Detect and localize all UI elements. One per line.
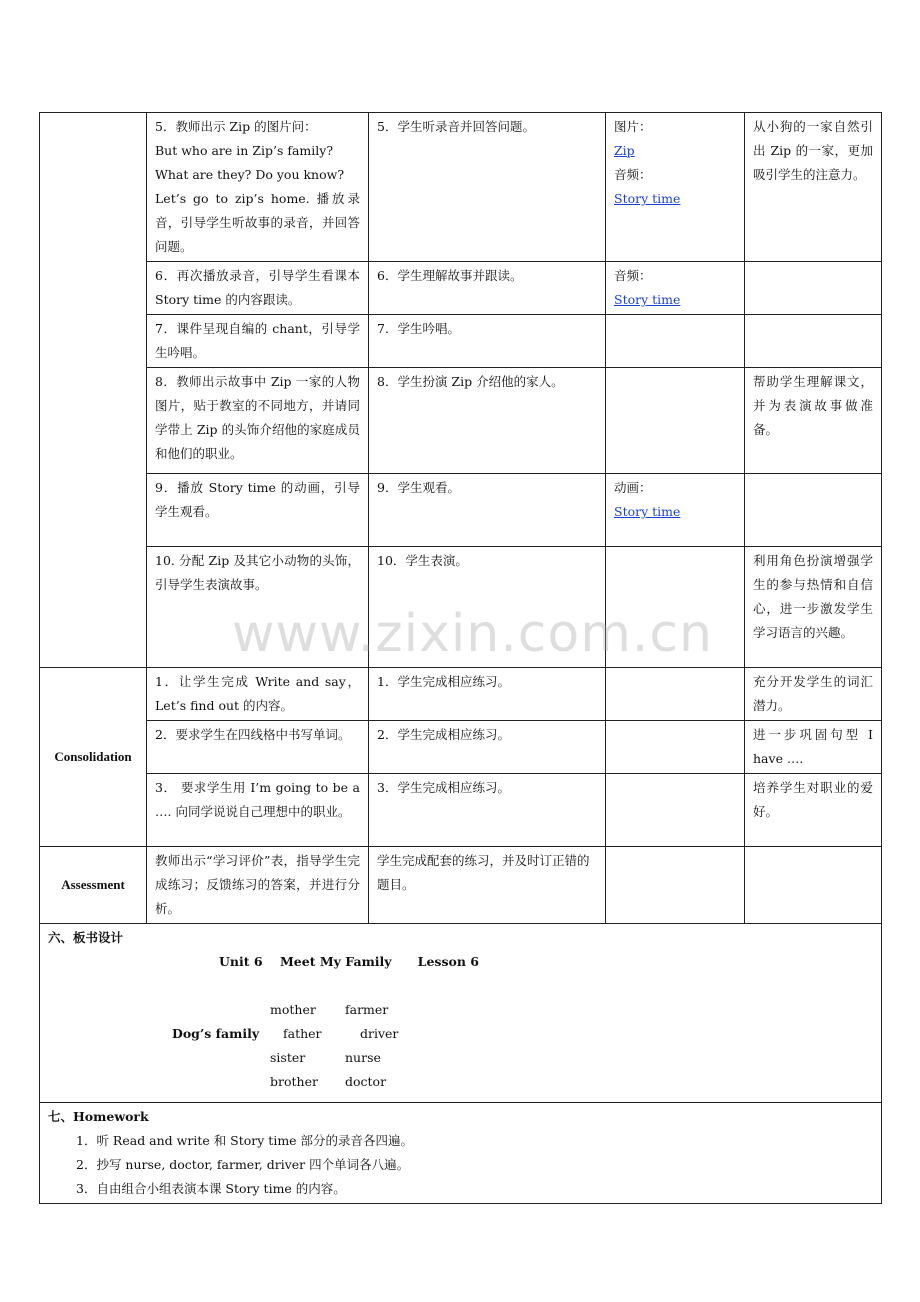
watermark: www.zixin.com.cn	[232, 604, 713, 664]
resource-cell	[606, 668, 745, 721]
resource-link-story-time[interactable]: Story time	[614, 191, 681, 206]
student-activity: 8．学生扮演 Zip 介绍他的家人。	[369, 368, 606, 474]
resource-label: 音频：	[614, 167, 652, 182]
resource-cell	[606, 721, 745, 774]
table-row	[40, 847, 882, 924]
purpose-cell: 帮助学生理解课文，并为表演故事做准备。	[745, 368, 882, 474]
resource-link-story-time[interactable]: Story time	[614, 292, 681, 307]
homework-item: 2．抄写 nurse, doctor, farmer, driver 四个单词各八遍。	[76, 1157, 410, 1172]
teacher-activity: 3． 要求学生用 I’m going to be a …. 向同学说说自己理想中的职业。	[147, 774, 369, 847]
teacher-activity: 1．让学生完成 Write and say，Let’s find out 的内容。	[147, 668, 369, 721]
lesson-plan-table	[39, 112, 882, 1204]
resource-label: 动画：	[614, 480, 652, 495]
table-row	[40, 668, 882, 721]
resource-link-story-time[interactable]: Story time	[614, 504, 681, 519]
board-word: sister	[270, 1050, 306, 1065]
resource-cell	[606, 368, 745, 474]
student-activity: 10．学生表演。	[369, 547, 606, 668]
resource-cell	[606, 547, 745, 668]
resource-cell	[606, 847, 745, 924]
table-row	[40, 547, 882, 668]
resource-label: 图片：	[614, 119, 652, 134]
purpose-cell: 进一步巩固句型 I have ….	[745, 721, 882, 774]
student-activity: 学生完成配套的练习，并及时订正错的题目。	[369, 847, 606, 924]
board-word: father	[283, 1026, 322, 1041]
teacher-activity: 2．要求学生在四线格中书写单词。	[147, 721, 369, 774]
stage-cell-presentation	[40, 113, 147, 668]
homework-section	[40, 1103, 882, 1204]
resource-label: 音频：	[614, 268, 652, 283]
resource-link-zip[interactable]: Zip	[614, 143, 635, 158]
purpose-cell	[745, 474, 882, 547]
table-row	[40, 774, 882, 847]
purpose-cell: 充分开发学生的词汇潜力。	[745, 668, 882, 721]
board-heading: Unit 6 Meet My Family Lesson 6	[219, 954, 479, 969]
homework-title: 七、Homework	[48, 1109, 149, 1124]
board-word: brother	[270, 1074, 318, 1089]
student-activity: 7．学生吟唱。	[369, 315, 606, 368]
board-design-title: 六、板书设计	[48, 930, 124, 945]
teacher-activity: 6．再次播放录音，引导学生看课本 Story time 的内容跟读。	[147, 262, 369, 315]
teacher-activity	[147, 113, 369, 262]
board-content	[48, 950, 873, 1100]
board-word: mother	[270, 1002, 316, 1017]
board-word: doctor	[345, 1074, 387, 1089]
purpose-cell: 培养学生对职业的爱好。	[745, 774, 882, 847]
teacher-activity: 9．播放 Story time 的动画，引导学生观看。	[147, 474, 369, 547]
stage-label-assessment: Assessment	[40, 847, 147, 924]
homework-item: 3．自由组合小组表演本课 Story time 的内容。	[76, 1181, 346, 1196]
teacher-activity: 教师出示“学习评价”表，指导学生完成练习；反馈练习的答案，并进行分析。	[147, 847, 369, 924]
purpose-cell	[745, 847, 882, 924]
teacher-activity: 8．教师出示故事中 Zip 一家的人物图片，贴于教室的不同地方，并请同学带上 Zip 的头饰介绍他的家庭成员和他们的职业。	[147, 368, 369, 474]
student-activity: 5．学生听录音并回答问题。	[369, 113, 606, 262]
table-row	[40, 368, 882, 474]
board-left-label: Dog’s family	[172, 1026, 260, 1041]
student-activity: 1．学生完成相应练习。	[369, 668, 606, 721]
teacher-line: Let’s go to zip’s home. 播放录音，引导学生听故事的录音，并回答问题。	[155, 191, 360, 254]
student-activity: 6．学生理解故事并跟读。	[369, 262, 606, 315]
table-row	[40, 113, 882, 262]
teacher-line: 5．教师出示 Zip 的图片问：	[155, 119, 317, 134]
teacher-line: But who are in Zip’s family?	[155, 143, 334, 158]
teacher-line: What are they? Do you know?	[155, 167, 345, 182]
board-word: farmer	[345, 1002, 389, 1017]
student-activity: 2．学生完成相应练习。	[369, 721, 606, 774]
board-word: driver	[360, 1026, 399, 1041]
homework-item: 1．听 Read and write 和 Story time 部分的录音各四遍。	[76, 1133, 414, 1148]
purpose-cell	[745, 262, 882, 315]
purpose-cell: 利用角色扮演增强学生的参与热情和自信心，进一步激发学生学习语言的兴趣。	[745, 547, 882, 668]
purpose-cell	[745, 315, 882, 368]
teacher-activity: 7．课件呈现自编的 chant，引导学生吟唱。	[147, 315, 369, 368]
stage-label-consolidation: Consolidation	[40, 668, 147, 847]
student-activity: 9．学生观看。	[369, 474, 606, 547]
resource-cell	[606, 474, 745, 547]
table-row	[40, 474, 882, 547]
table-row	[40, 262, 882, 315]
table-row	[40, 721, 882, 774]
table-row	[40, 315, 882, 368]
purpose-cell: 从小狗的一家自然引出 Zip 的一家，更加吸引学生的注意力。	[745, 113, 882, 262]
resource-cell	[606, 262, 745, 315]
resource-cell	[606, 774, 745, 847]
board-word: nurse	[345, 1050, 381, 1065]
resource-cell	[606, 113, 745, 262]
board-design-section	[40, 924, 882, 1103]
teacher-activity: 10. 分配 Zip 及其它小动物的头饰，引导学生表演故事。	[147, 547, 369, 668]
resource-cell	[606, 315, 745, 368]
student-activity: 3．学生完成相应练习。	[369, 774, 606, 847]
